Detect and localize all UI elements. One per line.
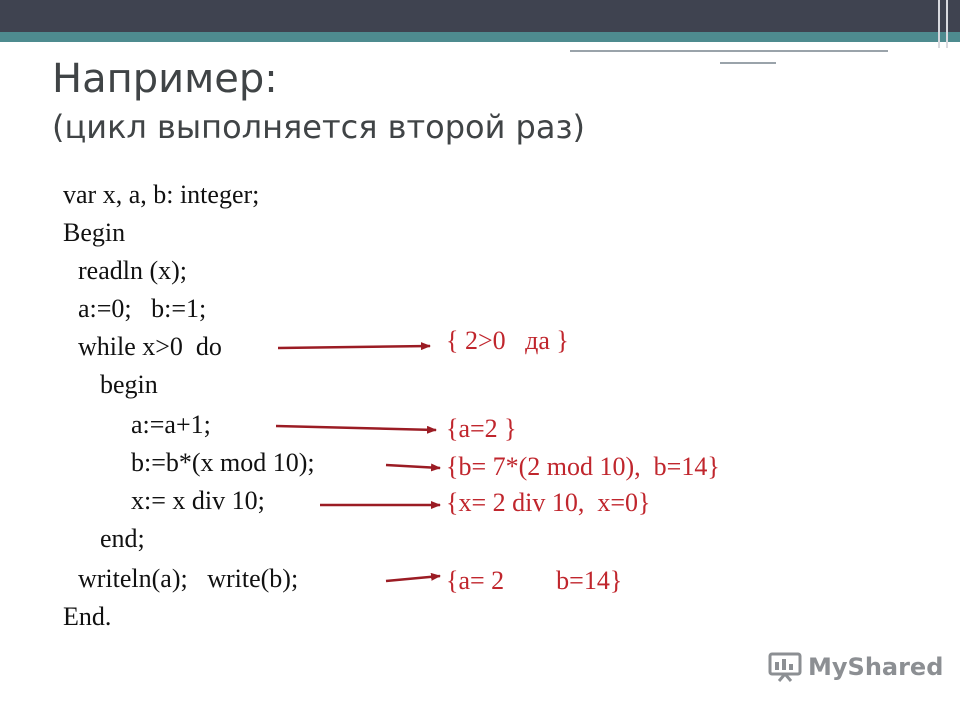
slide-subtitle: (цикл выполняется второй раз)	[52, 108, 585, 146]
watermark-logo	[768, 652, 943, 682]
code-line: a:=0; b:=1;	[78, 294, 207, 323]
annotation: {a=2 }	[446, 414, 517, 443]
code-line: while x>0 do	[78, 332, 222, 361]
arrow	[386, 576, 440, 581]
slide-title: Например:	[52, 56, 278, 102]
annotation: {x= 2 div 10, x=0}	[446, 488, 651, 517]
code-line: b:=b*(x mod 10);	[131, 448, 315, 477]
presentation-board-icon	[768, 652, 802, 682]
code-line: writeln(a); write(b);	[78, 564, 299, 593]
annotation: {b= 7*(2 mod 10), b=14}	[446, 452, 720, 481]
code-line: var x, a, b: integer;	[63, 180, 260, 209]
watermark-text: MyShared	[808, 653, 944, 681]
arrow	[276, 426, 436, 430]
code-line: end;	[100, 524, 145, 553]
code-line: x:= x div 10;	[131, 486, 265, 515]
arrow	[278, 346, 430, 348]
code-line: End.	[63, 602, 112, 631]
code-line: a:=a+1;	[131, 410, 211, 439]
code-line: Begin	[63, 218, 126, 247]
arrow	[386, 465, 440, 468]
annotation: { 2>0 да }	[446, 326, 569, 355]
annotation: {a= 2 b=14}	[446, 566, 623, 595]
code-line: begin	[100, 370, 158, 399]
code-line: readln (x);	[78, 256, 188, 285]
